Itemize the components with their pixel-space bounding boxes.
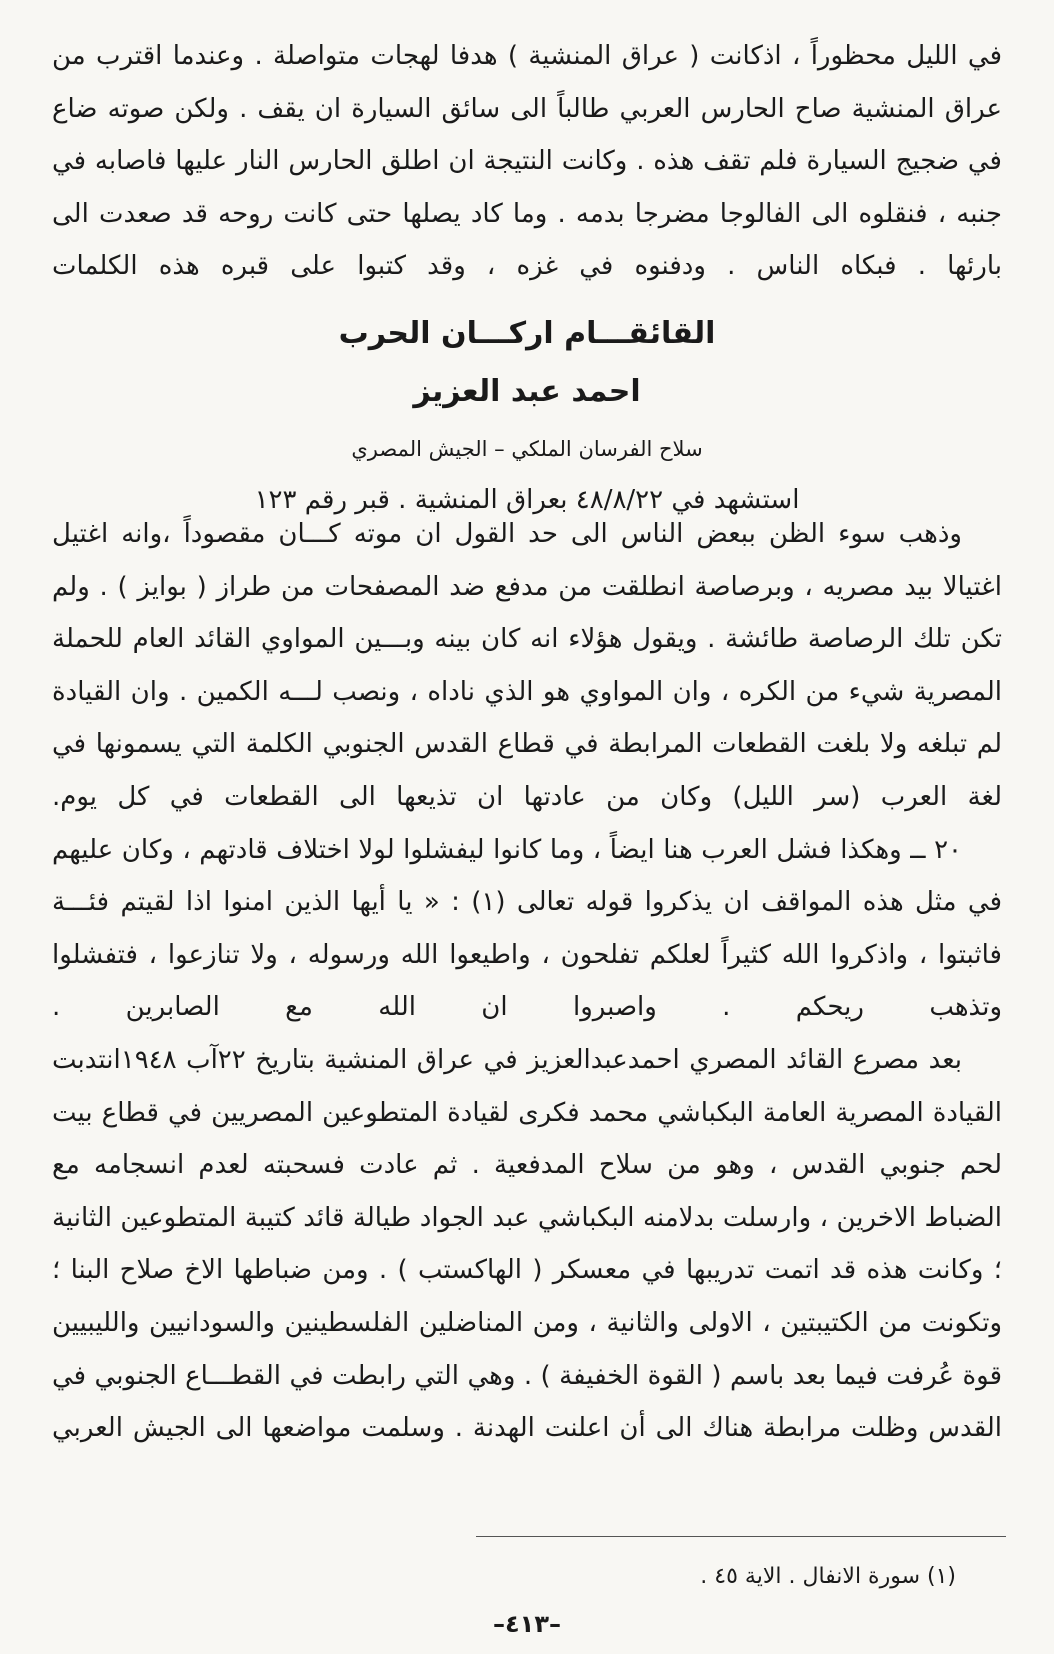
paragraph-1: في الليل محظوراً ، اذكانت ( عراق المنشية ) هدفا لهجات متواصلة . وعندما اقترب من عراق المنشية صاح الحارس العربي طالباً الى سائق السيارة ان يقف . ولكن صوته ضاع في ضجيج السيارة فلم تقف هذه . وكانت النتيجة ان اطلق الحارس النار عليها فاصابه في جنبه ، فنقلوه الى الفالوجا مضرجا بدمه . وما كاد يصلها حتى كانت روحه قد صعدت الى بارئها . فبكاه الناس . ودفنوه في غزه ، وقد كتبوا على قبره هذه الكلمات xyxy=(52,41,1002,282)
text-block-main xyxy=(52,508,1002,1455)
epitaph-martyrdom: استشهد في ٤٨/٨/٢٢ بعراق المنشية . قبر رقم ١٢٣ xyxy=(254,485,800,515)
page-number: –٤١٣– xyxy=(493,1610,561,1638)
epitaph-name: احمد عبد العزيز xyxy=(413,374,641,409)
epitaph-unit: سلاح الفرسان الملكي – الجيش المصري xyxy=(351,437,703,461)
footnote-divider xyxy=(476,1536,1006,1537)
footnote: (١) سورة الانفال . الاية ٤٥ . xyxy=(700,1564,956,1589)
paragraph-2: وذهب سوء الظن ببعض الناس الى حد القول ان موته كـــان مقصوداً ،وانه اغتيل اغتيالا بيد مصريه ، وبرصاصة انطلقت من مدفع ضد المصفحات من طراز ( بوايز ) . ولم تكن تلك الرصاصة طائشة . ويقول هؤلاء انه كان بينه وبـــين المواوي القائد العام للحملة المصرية شيء من الكره ، وان المواوي هو الذي ناداه ، ونصب لـــه الكمين . وان القيادة لم تبلغه ولا بلغت القطعات المرابطة في قطاع القدس الجنوبي الكلمة التي يسمونها في لغة العرب (سر الليل) وكان من عادتها ان تذيعها الى القطعات في كل يوم. xyxy=(52,519,1002,812)
paragraph-4: بعد مصرع القائد المصري احمدعبدالعزيز في عراق المنشية بتاريخ ٢٢آب ١٩٤٨انتدبت القيادة المصرية العامة البكباشي محمد فكرى لقيادة المتطوعين المصريين في قطاع بيت لحم جنوبي القدس ، وهو من سلاح المدفعية . ثم عادت فسحبته لعدم انسجامه مع الضباط الاخرين ، وارسلت بدلامنه البكباشي عبد الجواد طيالة قائد كتيبة المتطوعين الثانية ؛ وكانت هذه قد اتمت تدريبها في معسكر ( الهاكستب ) . ومن ضباطها الاخ صلاح البنا ؛ وتكونت من الكتيبتين ، الاولى والثانية ، ومن المناضلين الفلسطينين والسودانيين والليبيين قوة عُرفت فيما بعد باسم ( القوة الخفيفة ) . وهي التي رابطت في القطـــاع الجنوبي في القدس وظلت مرابطة هناك الى أن اعلنت الهدنة . وسلمت مواضعها الى الجيش العربي xyxy=(52,1044,1002,1444)
epitaph-rank: القائقـــام اركـــان الحرب xyxy=(338,316,716,351)
text-block-top xyxy=(52,30,1002,293)
paragraph-3: ٢٠ ــ وهكذا فشل العرب هنا ايضاً ، وما كانوا ليفشلوا لولا اختلاف قادتهم ، وكان عليهم في مثل هذه المواقف ان يذكروا قوله تعالى (١) : « يا أيها الذين امنوا اذا لقيتم فئـــة فاثبتوا ، واذكروا الله كثيراً لعلكم تفلحون ، واطيعوا الله ورسوله ، ولا تنازعوا ، فتفشلوا وتذهب ريحكم . واصبروا ان الله مع الصابرين . xyxy=(52,834,1002,1023)
